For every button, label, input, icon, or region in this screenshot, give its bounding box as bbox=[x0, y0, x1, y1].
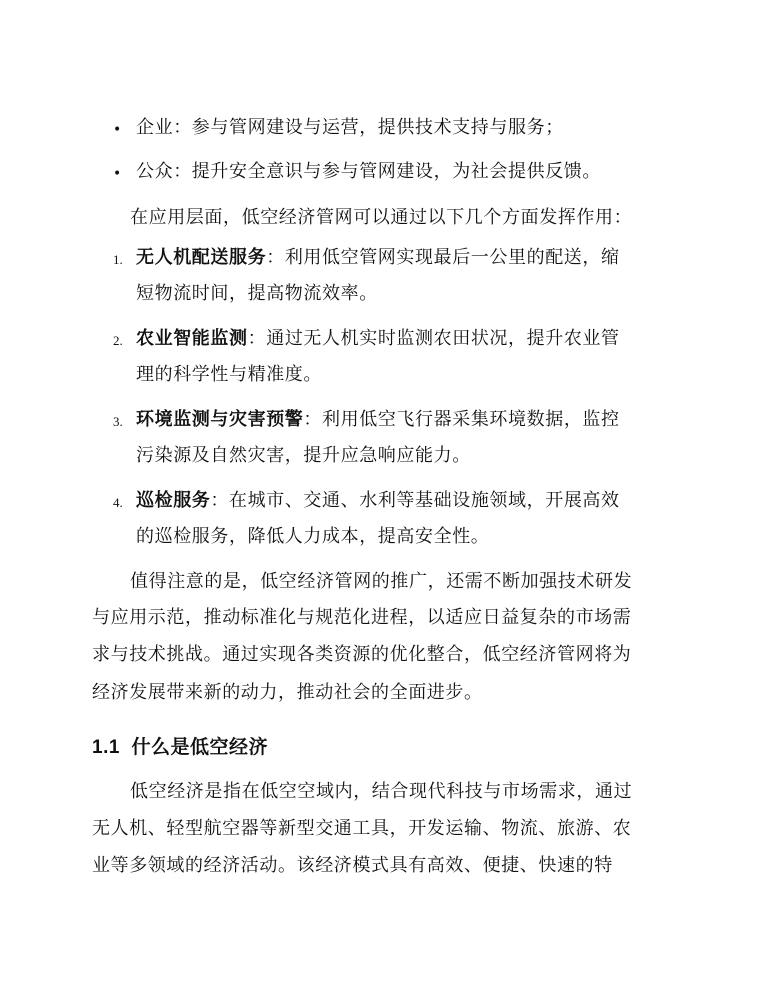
paragraph-line: 值得注意的是，低空经济管网的推广，还需不断加强技术研发 bbox=[130, 571, 633, 592]
list-item-sep: ： bbox=[266, 247, 285, 268]
list-item-text: 通过无人机实时监测农田状况，提升农业管 bbox=[266, 328, 620, 349]
list-item-continuation: 污染源及自然灾害，提升应急响应能力。 bbox=[136, 445, 471, 466]
list-item-title: 无人机配送服务 bbox=[136, 247, 267, 268]
list-number: 3. bbox=[113, 414, 123, 429]
paragraph-line: 业等多领域的经济活动。该经济模式具有高效、便捷、快速的特 bbox=[92, 855, 613, 876]
list-item-text: 利用低空管网实现最后一公里的配送，缩 bbox=[284, 247, 620, 268]
section-title: 什么是低空经济 bbox=[131, 737, 268, 758]
list-item-sep: ： bbox=[210, 490, 230, 511]
list-item-sep: ： bbox=[303, 409, 323, 430]
paragraph-line: 经济发展带来新的动力，推动社会的全面进步。 bbox=[92, 682, 483, 703]
list-item-line bbox=[136, 327, 620, 351]
list-item-title: 环境监测与灾害预警 bbox=[136, 409, 304, 430]
list-item-line bbox=[136, 408, 620, 432]
paragraph-line: 求与技术挑战。通过实现各类资源的优化整合，低空经济管网将为 bbox=[92, 644, 632, 665]
paragraph-line: 低空经济是指在低空空域内，结合现代科技与市场需求，通过 bbox=[130, 781, 633, 802]
intro-paragraph: 在应用层面，低空经济管网可以通过以下几个方面发挥作用： bbox=[130, 207, 633, 228]
list-item-title: 农业智能监测 bbox=[136, 328, 248, 349]
list-item-continuation: 短物流时间，提高物流效率。 bbox=[136, 283, 378, 304]
list-item-sep: ： bbox=[247, 328, 267, 349]
bullet-marker: • bbox=[113, 122, 122, 138]
list-item-continuation: 的巡检服务，降低人力成本，提高安全性。 bbox=[136, 526, 490, 547]
list-item-title: 巡检服务 bbox=[136, 490, 211, 511]
list-item-line bbox=[136, 246, 620, 270]
bullet-item: 公众：提升安全意识与参与管网建设，为社会提供反馈。 bbox=[136, 161, 601, 182]
list-number: 1. bbox=[113, 252, 123, 267]
list-item-text: 在城市、交通、水利等基础设施领域，开展高效 bbox=[229, 490, 620, 511]
list-item-line bbox=[136, 489, 620, 513]
list-item-text: 利用低空飞行器采集环境数据，监控 bbox=[322, 409, 620, 430]
bullet-marker: • bbox=[113, 166, 122, 182]
paragraph-line: 与应用示范，推动标准化与规范化进程，以适应日益复杂的市场需 bbox=[92, 607, 632, 628]
bullet-item: 企业：参与管网建设与运营，提供技术支持与服务； bbox=[136, 117, 564, 138]
list-number: 4. bbox=[113, 495, 123, 510]
section-number: 1.1 bbox=[92, 737, 120, 758]
paragraph-line: 无人机、轻型航空器等新型交通工具，开发运输、物流、旅游、农 bbox=[92, 818, 632, 839]
list-item-continuation: 理的科学性与精准度。 bbox=[136, 364, 322, 385]
list-number: 2. bbox=[113, 333, 123, 348]
section-heading bbox=[92, 736, 268, 760]
